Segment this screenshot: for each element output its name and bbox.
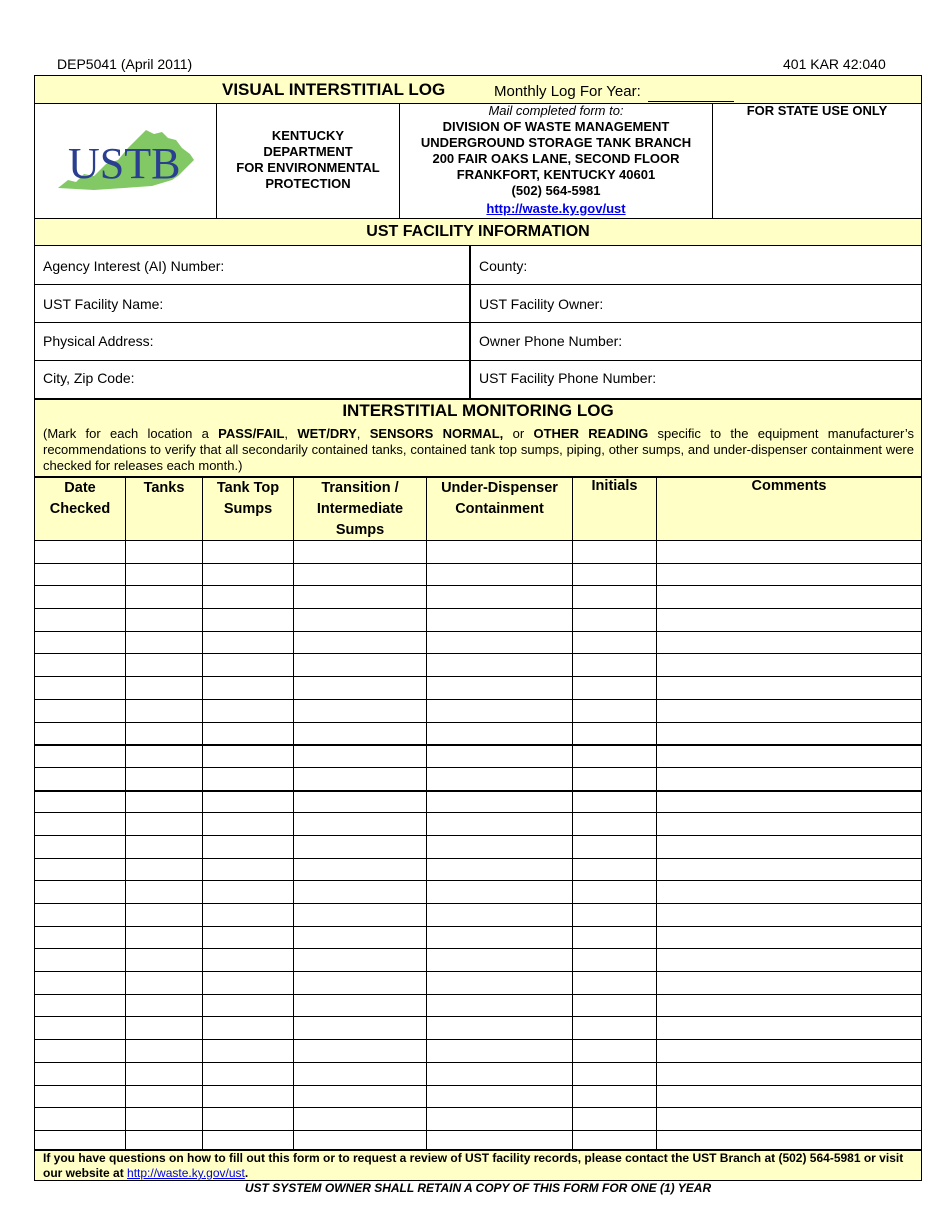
log-title: INTERSTITIAL MONITORING LOG xyxy=(342,401,614,420)
footer-text: If you have questions on how to fill out this form or to request a review of UST facility records, please contact the UST Branch at (502) 564-5981 or visit our website at http://waste.ky.gov/ust. xyxy=(43,1151,904,1180)
col-transition-sumps: Transition / Intermediate Sumps xyxy=(316,480,404,538)
col-comments: Comments xyxy=(751,478,827,494)
mail-address xyxy=(400,119,712,199)
year-label: Monthly Log For Year: xyxy=(494,83,641,100)
log-row[interactable] xyxy=(35,812,921,835)
log-row[interactable] xyxy=(35,767,921,790)
col-tanks: Tanks xyxy=(143,480,185,496)
log-row[interactable] xyxy=(35,948,921,971)
log-row[interactable] xyxy=(35,790,921,813)
facility-heading-text: UST FACILITY INFORMATION xyxy=(366,223,590,240)
log-row[interactable] xyxy=(35,676,921,699)
log-row[interactable] xyxy=(35,653,921,676)
mail-url-link[interactable]: http://waste.ky.gov/ust xyxy=(486,201,626,216)
log-row[interactable] xyxy=(35,1085,921,1108)
title-row xyxy=(35,76,921,104)
facility-row-line xyxy=(35,284,921,285)
mail-line: FRANKFORT, KENTUCKY 40601 xyxy=(456,167,656,182)
log-row[interactable] xyxy=(35,722,921,745)
log-row[interactable] xyxy=(35,858,921,881)
year-input-line[interactable] xyxy=(648,101,734,102)
log-row[interactable] xyxy=(35,1016,921,1039)
owner-phone-field[interactable]: Owner Phone Number: xyxy=(479,333,623,349)
city-zip-field[interactable]: City, Zip Code: xyxy=(43,370,135,386)
log-row[interactable] xyxy=(35,744,921,767)
form-title: VISUAL INTERSTITIAL LOG xyxy=(222,80,446,99)
log-row[interactable] xyxy=(35,880,921,903)
col-initials: Initials xyxy=(591,478,638,494)
log-row[interactable] xyxy=(35,563,921,586)
regulation-ref: 401 KAR 42:040 xyxy=(783,56,886,72)
county-field[interactable]: County: xyxy=(479,258,528,274)
facility-row-line xyxy=(35,360,921,361)
log-row[interactable] xyxy=(35,994,921,1017)
col-date-checked: Date Checked xyxy=(49,480,111,517)
log-row[interactable] xyxy=(35,971,921,994)
mail-note: Mail completed form to: xyxy=(488,103,624,118)
log-row[interactable] xyxy=(35,699,921,722)
mail-line: UNDERGROUND STORAGE TANK BRANCH xyxy=(420,135,692,150)
log-row[interactable] xyxy=(35,608,921,631)
facility-info-heading xyxy=(35,218,921,246)
log-row[interactable] xyxy=(35,835,921,858)
facility-owner-field[interactable]: UST Facility Owner: xyxy=(479,296,604,312)
ai-number-field[interactable]: Agency Interest (AI) Number: xyxy=(43,258,225,274)
header-divider xyxy=(712,103,713,218)
facility-row-line xyxy=(35,322,921,323)
ustb-logo xyxy=(54,124,199,196)
agency-line: DEPARTMENT xyxy=(263,144,353,159)
physical-address-field[interactable]: Physical Address: xyxy=(43,333,154,349)
col-tank-top-sumps: Tank Top Sumps xyxy=(216,480,280,517)
log-row[interactable] xyxy=(35,585,921,608)
logo-text: USTB xyxy=(68,139,181,188)
log-description: (Mark for each location a PASS/FAIL, WET/DRY, SENSORS NORMAL, or OTHER READING specific to the equipment manufacturer’s recommendations to verify that all secondarily contained tanks, contained tank top sumps, piping, other sumps, and under-dispenser containment were checked for releases each month.) xyxy=(43,426,914,473)
mail-line: 200 FAIR OAKS LANE, SECOND FLOOR xyxy=(432,151,680,166)
mail-line: DIVISION OF WASTE MANAGEMENT xyxy=(442,119,670,134)
col-under-dispenser: Under-Dispenser Containment xyxy=(441,480,558,517)
form-id: DEP5041 (April 2011) xyxy=(57,56,193,72)
mail-line: (502) 564-5981 xyxy=(511,183,601,198)
log-row[interactable] xyxy=(35,926,921,949)
log-row[interactable] xyxy=(35,540,921,563)
footer-url-link[interactable]: http://waste.ky.gov/ust xyxy=(127,1166,245,1180)
log-row[interactable] xyxy=(35,903,921,926)
agency-line: KENTUCKY xyxy=(271,128,345,143)
facility-phone-field[interactable]: UST Facility Phone Number: xyxy=(479,370,657,386)
log-row[interactable] xyxy=(35,1107,921,1130)
state-use-label: FOR STATE USE ONLY xyxy=(746,103,888,118)
agency-line: FOR ENVIRONMENTAL xyxy=(236,160,380,175)
agency-name xyxy=(217,128,399,192)
retain-notice: UST SYSTEM OWNER SHALL RETAIN A COPY OF THIS FORM FOR ONE (1) YEAR xyxy=(244,1181,712,1195)
log-row[interactable] xyxy=(35,1039,921,1062)
log-row[interactable] xyxy=(35,631,921,654)
facility-name-field[interactable]: UST Facility Name: xyxy=(43,296,164,312)
log-row[interactable] xyxy=(35,1062,921,1085)
log-grid xyxy=(35,540,921,1153)
agency-line: PROTECTION xyxy=(265,176,351,191)
